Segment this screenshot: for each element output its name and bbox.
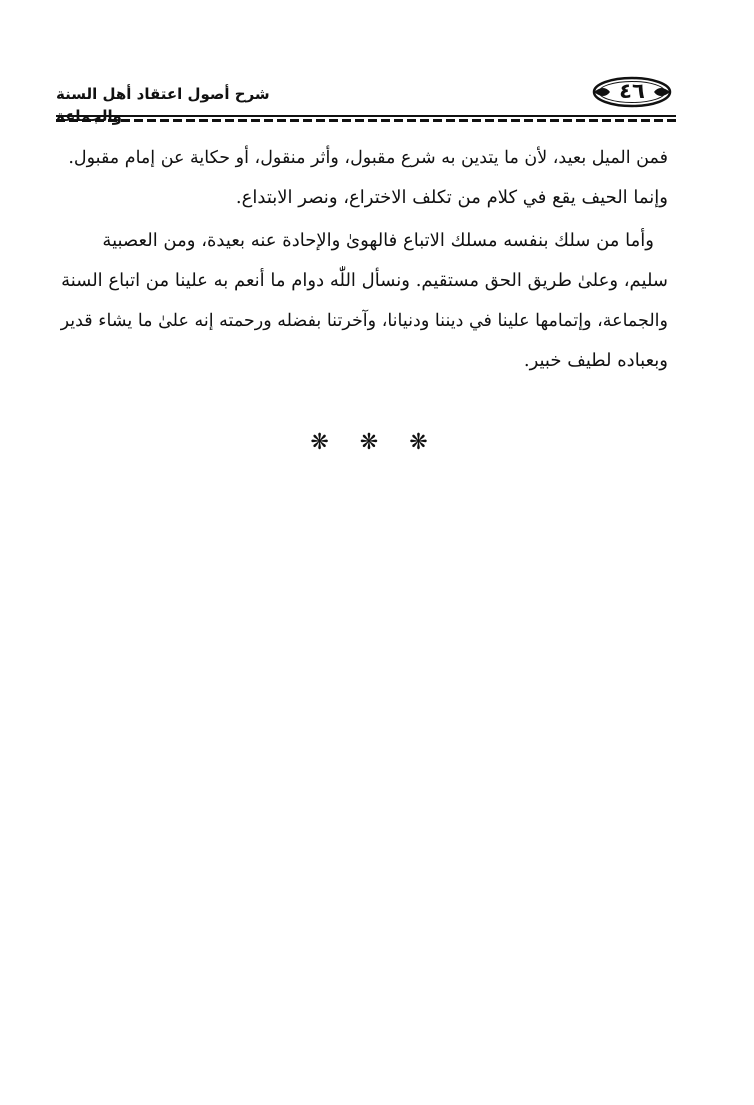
text-line: وإنما الحيف يقع في كلام من تكلف الاختراع، ونصر الابتداع. xyxy=(235,187,668,208)
body-text xyxy=(60,138,668,381)
text-line: وبعباده لطيف خبير. xyxy=(523,350,668,371)
paragraph-2 xyxy=(60,221,668,381)
text-line: فمن الميل بعيد، لأن ما يتدين به شرع مقبول، وأثر منقول، أو حكاية عن إمام مقبول. xyxy=(68,148,668,168)
section-separator: ❋ ❋ ❋ xyxy=(310,430,440,455)
text-line: وأما من سلك بنفسه مسلك الاتباع فالهوىٰ والإحادة عنه بعيدة، ومن العصبية xyxy=(102,230,654,251)
text-line: والجماعة، وإتمامها علينا في ديننا ودنيانا، وآخرتنا بفضله ورحمته إنه علىٰ ما يشاء قدير xyxy=(60,311,668,331)
header-divider xyxy=(56,114,676,124)
page-header xyxy=(56,76,676,125)
page-number: ٤٦ xyxy=(619,79,645,103)
text-line: سليم، وعلىٰ طريق الحق مستقيم. ونسأل اللّٰه دوام ما أنعم به علينا من اتباع السنة xyxy=(61,270,668,291)
paragraph-1 xyxy=(60,138,668,218)
page-number-badge xyxy=(592,76,672,108)
running-title: شرح أصول اعتقاد أهل السنة والجماعة xyxy=(56,85,270,125)
